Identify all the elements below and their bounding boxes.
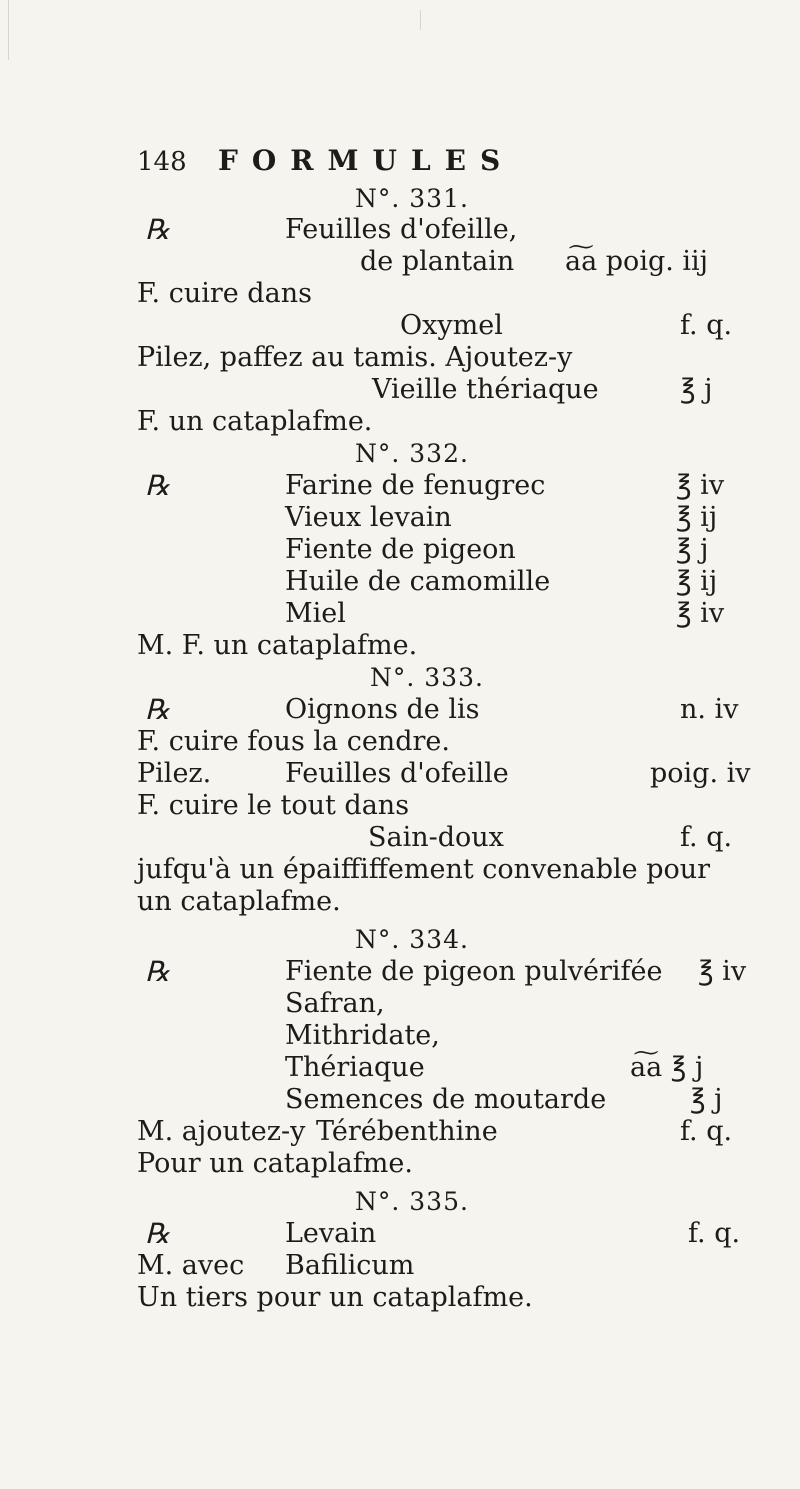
ingredient-name: Sain-doux	[368, 822, 504, 853]
instruction-line: F. cuire fous la cendre.	[137, 726, 450, 757]
recipe-symbol-icon: ℞	[145, 1217, 171, 1250]
ingredient-name: de plantain	[360, 246, 515, 277]
instruction-line: M. avec	[137, 1250, 245, 1281]
ingredient-name: Miel	[285, 598, 346, 629]
instruction-line: un cataplafme.	[137, 886, 341, 917]
instruction-line: Pilez.	[137, 758, 212, 789]
paper-speck	[8, 0, 9, 60]
ingredient-quantity: ℥ j	[676, 534, 709, 565]
ingredient-quantity: a͠a poig. iij	[565, 246, 709, 277]
recipe-number: N°. 331.	[355, 184, 469, 213]
ingredient-quantity: ℥ ij	[676, 566, 718, 597]
ingredient-name: Oignons de lis	[285, 694, 480, 725]
ingredient-name: Huile de camomille	[285, 566, 551, 597]
recipe-number: N°. 335.	[355, 1187, 469, 1216]
ingredient-quantity: ℥ ij	[676, 502, 718, 533]
ingredient-name: Thériaque	[285, 1052, 425, 1083]
recipe-number: N°. 334.	[355, 925, 469, 954]
ingredient-name: Feuilles d'ofeille,	[285, 214, 518, 245]
ingredient-quantity: ℥ iv	[676, 598, 725, 629]
instruction-line: F. cuire dans	[137, 278, 312, 309]
instruction-line: Un tiers pour un cataplafme.	[137, 1282, 533, 1313]
instruction-line: F. cuire le tout dans	[137, 790, 410, 821]
recipe-symbol-icon: ℞	[145, 693, 171, 726]
ingredient-quantity: f. q.	[688, 1218, 741, 1249]
ingredient-name: Farine de fenugrec	[285, 470, 546, 501]
instruction-line: jufqu'à un épaiffiffement convenable pour	[137, 854, 711, 885]
ingredient-name: Oxymel	[400, 310, 503, 341]
ingredient-name: Térébenthine	[316, 1116, 498, 1147]
instruction-line: Pour un cataplafme.	[137, 1148, 413, 1179]
ingredient-name: Semences de moutarde	[285, 1084, 607, 1115]
ingredient-name: Vieille thériaque	[372, 374, 599, 405]
paper-speck	[420, 10, 421, 30]
instruction-line: M. ajoutez-y	[137, 1116, 306, 1147]
ingredient-quantity: ℥ iv	[676, 470, 725, 501]
recipe-symbol-icon: ℞	[145, 955, 171, 988]
ingredient-name: Levain	[285, 1218, 377, 1249]
ingredient-name: Bafilicum	[285, 1250, 415, 1281]
ingredient-quantity: ℥ iv	[698, 956, 747, 987]
ingredient-quantity: ℥ j	[680, 374, 713, 405]
running-title: FORMULES	[218, 144, 515, 177]
ingredient-name: Safran,	[285, 988, 385, 1019]
ingredient-name: Vieux levain	[285, 502, 452, 533]
recipe-number: N°. 332.	[355, 439, 469, 468]
ingredient-quantity: a͠a ℥ j	[630, 1052, 704, 1083]
recipe-symbol-icon: ℞	[145, 213, 171, 246]
recipe-number: N°. 333.	[370, 663, 484, 692]
page-number: 148	[137, 147, 187, 177]
instruction-line: Pilez, paffez au tamis. Ajoutez-y	[137, 342, 573, 373]
ingredient-quantity: n. iv	[680, 694, 739, 725]
instruction-line: F. un cataplafme.	[137, 406, 373, 437]
instruction-line: M. F. un cataplafme.	[137, 630, 418, 661]
ingredient-quantity: poig. iv	[650, 758, 751, 789]
ingredient-name: Mithridate,	[285, 1020, 440, 1051]
ingredient-name: Feuilles d'ofeille	[285, 758, 509, 789]
ingredient-quantity: f. q.	[680, 822, 733, 853]
ingredient-name: Fiente de pigeon pulvérifée	[285, 956, 663, 987]
ingredient-quantity: ℥ j	[690, 1084, 723, 1115]
ingredient-name: Fiente de pigeon	[285, 534, 516, 565]
ingredient-quantity: f. q.	[680, 1116, 733, 1147]
ingredient-quantity: f. q.	[680, 310, 733, 341]
recipe-symbol-icon: ℞	[145, 469, 171, 502]
